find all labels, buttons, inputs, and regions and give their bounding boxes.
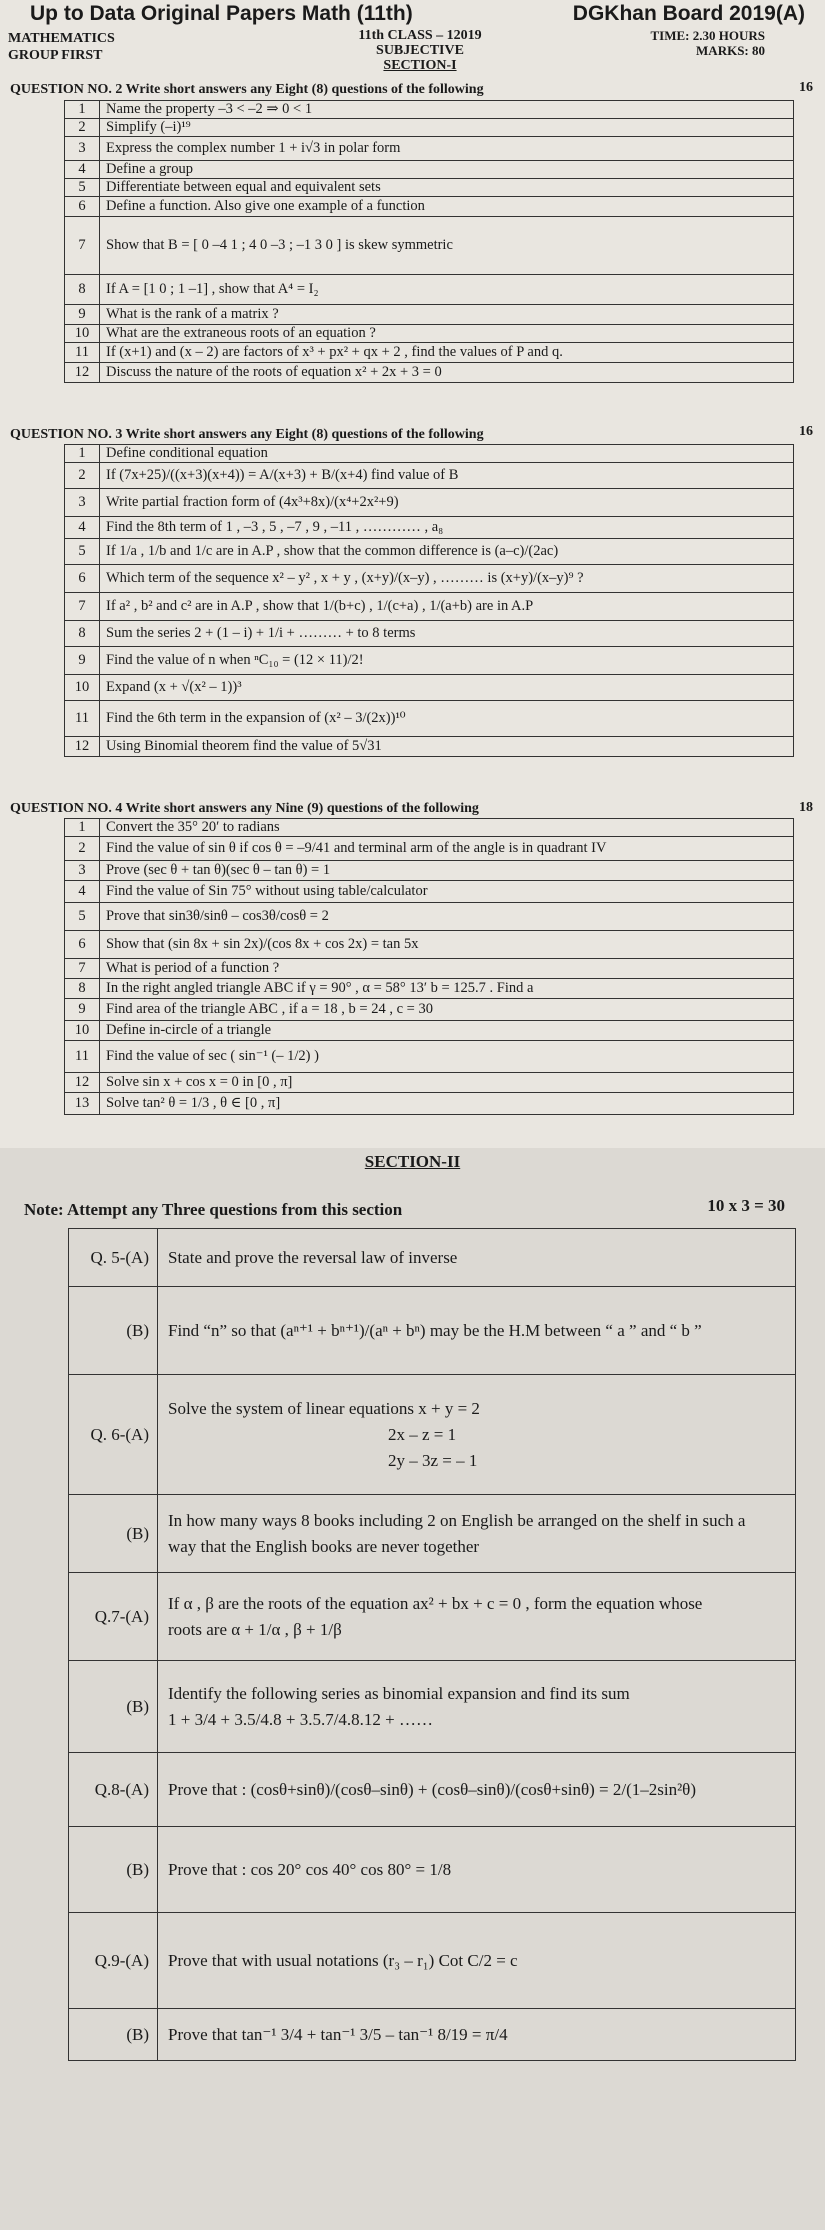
question-text: Simplify (–i)¹⁹ [100,119,794,137]
question-text: Find the 6th term in the expansion of (x² – 3/(2x))¹⁰ [100,701,794,737]
question-number: 12 [65,737,100,757]
q4-row [65,861,794,881]
question-text: What is period of a function ? [100,959,794,979]
question-text: Show that (sin 8x + sin 2x)/(cos 8x + cos 2x) = tan 5x [100,931,794,959]
q2-row [65,325,794,343]
q2-table [64,100,794,383]
q3-row [65,489,794,517]
question-text: Write partial fraction form of (4x³+8x)/(x⁴+2x²+9) [100,489,794,517]
long-question-line: 1 + 3/4 + 3.5/4.8 + 3.5.7/4.8.12 + …… [168,1709,434,1729]
marks: MARKS: 80 [696,43,765,58]
long-question-row [69,1827,796,1913]
question-text: Define a function. Also give one example of a function [100,197,794,217]
question-number: 7 [65,959,100,979]
section-2-marks: 10 x 3 = 30 [707,1196,785,1215]
q2-row [65,101,794,119]
long-question-row [69,1495,796,1573]
long-question-row [69,1913,796,2009]
question-number: 1 [65,819,100,837]
q4-row [65,999,794,1021]
q3-row [65,593,794,621]
long-question-label: (B) [69,1827,158,1913]
long-question-line: 2y – 3z = – 1 [388,1450,478,1470]
section-title: SECTION-I [383,58,457,73]
q2-row [65,179,794,197]
q4-row [65,931,794,959]
long-question-text [158,1229,796,1287]
long-question-text [158,1495,796,1573]
q3-row [65,647,794,675]
question-text: What is the rank of a matrix ? [100,305,794,325]
question-text: Find the value of sec ( sin⁻¹ (– 1/2) ) [100,1041,794,1073]
question-text: Differentiate between equal and equivalent sets [100,179,794,197]
q4-row [65,1021,794,1041]
question-text: Find the value of n when ⁿC₁₀ = (12 × 11)/2! [100,647,794,675]
q3-row [65,565,794,593]
q3-row [65,675,794,701]
long-question-line: Solve the system of linear equations x + y = 2 [168,1398,480,1418]
question-number: 10 [65,1021,100,1041]
question-number: 9 [65,305,100,325]
long-question-line: 2x – z = 1 [388,1424,457,1444]
question-number: 7 [65,593,100,621]
long-question-label: (B) [69,2009,158,2061]
section-2-note: Note: Attempt any Three questions from this section [24,1200,403,1219]
q2-row [65,217,794,275]
question-number: 5 [65,539,100,565]
q2-row [65,119,794,137]
question-number: 1 [65,101,100,119]
q4-row [65,819,794,837]
subject: MATHEMATICS [8,31,115,46]
question-text: If 1/a , 1/b and 1/c are in A.P , show that the common difference is (a–c)/(2ac) [100,539,794,565]
class-block [320,28,520,73]
paper-type: SUBJECTIVE [376,43,464,58]
board-title: DGKhan Board 2019(A) [572,2,805,25]
long-question-line: Prove that : (cosθ+sinθ)/(cosθ–sinθ) + (cosθ–sinθ)/(cosθ+sinθ) = 2/(1–2sin²θ) [168,1779,696,1799]
question-number: 10 [65,675,100,701]
q3-row [65,737,794,757]
long-question-text [158,1573,796,1661]
long-question-row [69,1661,796,1753]
question-text: Solve tan² θ = 1/3 , θ ∈ [0 , π] [100,1093,794,1115]
q2-row [65,137,794,161]
long-question-row [69,1573,796,1661]
long-question-line: Prove that tan⁻¹ 3/4 + tan⁻¹ 3/5 – tan⁻¹ 8/19 = π/4 [168,2024,508,2044]
question-number: 2 [65,837,100,861]
long-question-label: Q.7-(A) [69,1573,158,1661]
question-text: Define conditional equation [100,445,794,463]
question-text: Find the value of Sin 75° without using table/calculator [100,881,794,903]
class-line: 11th CLASS – 12019 [358,28,482,43]
question-number: 2 [65,463,100,489]
q2-row [65,305,794,325]
q3-table [64,444,794,757]
long-question-text [158,1287,796,1375]
question-text: If (7x+25)/((x+3)(x+4)) = A/(x+3) + B/(x+4) find value of B [100,463,794,489]
question-number: 3 [65,489,100,517]
long-question-text [158,1913,796,2009]
long-question-label: Q.9-(A) [69,1913,158,2009]
q4-row [65,1041,794,1073]
q4-row [65,979,794,999]
long-question-text [158,1827,796,1913]
long-question-line: Identify the following series as binomial expansion and find its sum [168,1683,630,1703]
question-number: 6 [65,565,100,593]
q4-row [65,959,794,979]
q2-row [65,363,794,383]
question-text: Define a group [100,161,794,179]
long-question-line: Prove that : cos 20° cos 40° cos 80° = 1/8 [168,1859,452,1879]
long-question-line: Prove that with usual notations (r₃ – r₁) Cot C/2 = c [168,1950,518,1970]
question-text: Expand (x + √(x² – 1))³ [100,675,794,701]
long-question-row [69,2009,796,2061]
long-question-row [69,1229,796,1287]
question-text: Prove (sec θ + tan θ)(sec θ – tan θ) = 1 [100,861,794,881]
question-number: 11 [65,1041,100,1073]
q3-row [65,463,794,489]
q4-title: QUESTION NO. 4 Write short answers any Nine (9) questions of the following [10,801,479,816]
time: TIME: 2.30 HOURS [650,28,765,43]
q4-row [65,837,794,861]
q3-row [65,445,794,463]
question-number: 3 [65,861,100,881]
question-number: 11 [65,701,100,737]
long-question-label: (B) [69,1287,158,1375]
question-text: Discuss the nature of the roots of equation x² + 2x + 3 = 0 [100,363,794,383]
q2-row [65,343,794,363]
question-number: 4 [65,161,100,179]
question-text: Sum the series 2 + (1 – i) + 1/i + ……… + to 8 terms [100,621,794,647]
long-questions-table [68,1228,796,2061]
question-text: Find the 8th term of 1 , –3 , 5 , –7 , 9 , –11 , ………… , a₈ [100,517,794,539]
question-text: In the right angled triangle ABC if γ = 90° , α = 58° 13′ b = 125.7 . Find a [100,979,794,999]
question-number: 2 [65,119,100,137]
q4-row [65,903,794,931]
question-text: Using Binomial theorem find the value of 5√31 [100,737,794,757]
subject-block [8,30,115,64]
q4-table [64,818,794,1115]
q2-title: QUESTION NO. 2 Write short answers any Eight (8) questions of the following [10,82,484,97]
long-question-row [69,1375,796,1495]
question-number: 6 [65,931,100,959]
question-number: 8 [65,275,100,305]
question-text: Show that B = [ 0 –4 1 ; 4 0 –3 ; –1 3 0 ] is skew symmetric [100,217,794,275]
q3-row [65,621,794,647]
question-text: Find the value of sin θ if cos θ = –9/41 and terminal arm of the angle is in quadrant IV [100,837,794,861]
long-question-line: roots are α + 1/α , β + 1/β [168,1619,342,1639]
question-number: 9 [65,647,100,675]
question-number: 10 [65,325,100,343]
question-text: Prove that sin3θ/sinθ – cos3θ/cosθ = 2 [100,903,794,931]
q4-row [65,1093,794,1115]
question-number: 12 [65,363,100,383]
q2-row [65,161,794,179]
question-number: 12 [65,1073,100,1093]
long-question-line: State and prove the reversal law of inverse [168,1247,458,1267]
q4-marks: 18 [799,800,813,815]
question-text: If a² , b² and c² are in A.P , show that 1/(b+c) , 1/(c+a) , 1/(a+b) are in A.P [100,593,794,621]
question-number: 5 [65,179,100,197]
question-number: 13 [65,1093,100,1115]
time-marks-block [651,28,765,58]
q3-row [65,539,794,565]
long-question-label: Q.8-(A) [69,1753,158,1827]
long-question-line: way that the English books are never together [168,1536,480,1556]
question-text: Solve sin x + cos x = 0 in [0 , π] [100,1073,794,1093]
question-text: If A = [1 0 ; 1 –1] , show that A⁴ = I₂ [100,275,794,305]
long-question-text [158,1661,796,1753]
long-question-line: Find “n” so that (aⁿ⁺¹ + bⁿ⁺¹)/(aⁿ + bⁿ) may be the H.M between “ a ” and “ b ” [168,1320,702,1340]
q3-marks: 16 [799,424,813,439]
long-question-label: Q. 6-(A) [69,1375,158,1495]
question-number: 4 [65,881,100,903]
long-question-label: (B) [69,1661,158,1753]
long-question-text [158,2009,796,2061]
question-number: 9 [65,999,100,1021]
q2-row [65,275,794,305]
question-number: 8 [65,621,100,647]
question-text: Express the complex number 1 + i√3 in polar form [100,137,794,161]
question-text: What are the extraneous roots of an equation ? [100,325,794,343]
question-number: 5 [65,903,100,931]
q3-title: QUESTION NO. 3 Write short answers any Eight (8) questions of the following [10,427,484,442]
q4-row [65,1073,794,1093]
q2-marks: 16 [799,80,813,95]
question-number: 1 [65,445,100,463]
section-2-title: SECTION-II [364,1152,461,1171]
long-question-row [69,1287,796,1375]
q3-row [65,517,794,539]
long-question-text [158,1375,796,1495]
question-number: 11 [65,343,100,363]
question-text: Name the property –3 < –2 ⇒ 0 < 1 [100,101,794,119]
question-text: Define in-circle of a triangle [100,1021,794,1041]
q3-row [65,701,794,737]
question-number: 3 [65,137,100,161]
question-number: 8 [65,979,100,999]
group: GROUP FIRST [8,48,103,63]
paper-header [0,0,825,80]
long-question-row [69,1753,796,1827]
q4-row [65,881,794,903]
question-text: If (x+1) and (x – 2) are factors of x³ + px² + qx + 2 , find the values of P and q. [100,343,794,363]
question-number: 7 [65,217,100,275]
question-text: Find area of the triangle ABC , if a = 18 , b = 24 , c = 30 [100,999,794,1021]
long-question-label: Q. 5-(A) [69,1229,158,1287]
q2-row [65,197,794,217]
question-text: Convert the 35° 20′ to radians [100,819,794,837]
long-question-line: If α , β are the roots of the equation ax² + bx + c = 0 , form the equation whose [168,1593,703,1613]
long-question-label: (B) [69,1495,158,1573]
question-text: Which term of the sequence x² – y² , x + y , (x+y)/(x–y) , ……… is (x+y)/(x–y)⁹ ? [100,565,794,593]
long-question-line: In how many ways 8 books including 2 on English be arranged on the shelf in such a [168,1510,746,1530]
question-number: 4 [65,517,100,539]
banner-title: Up to Data Original Papers Math (11th) [30,2,413,25]
question-number: 6 [65,197,100,217]
long-question-text [158,1753,796,1827]
